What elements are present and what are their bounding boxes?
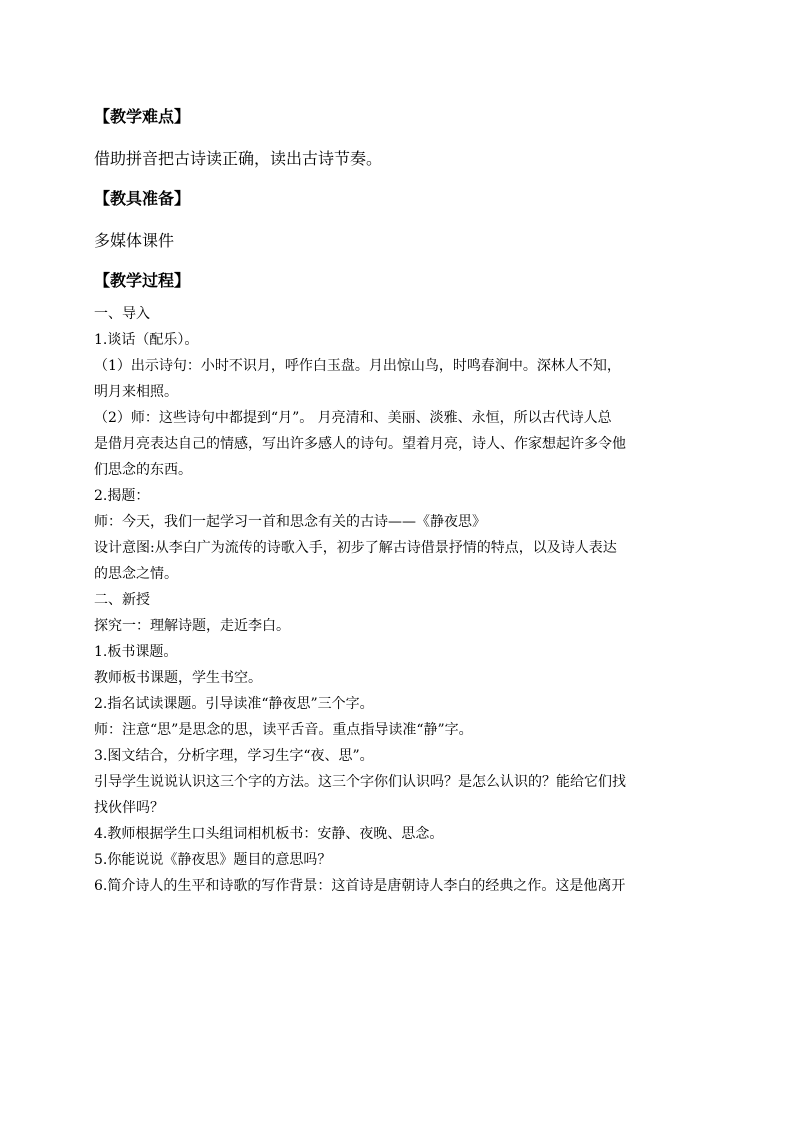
- tools-text: 多媒体课件: [94, 231, 175, 250]
- process-line: 引导学生说说认识这三个字的方法。这三个字你们认识吗？是怎么认识的？能给它们找: [94, 774, 626, 790]
- process-line: 找伙伴吗？: [94, 800, 164, 816]
- process-line: 师：今天，我们一起学习一首和思念有关的古诗——《静夜思》: [94, 514, 486, 530]
- process-line: 明月来相照。: [94, 384, 178, 400]
- process-line: 的思念之情。: [94, 566, 178, 582]
- process-line: （1）出示诗句：小时不识月，呼作白玉盘。月出惊山鸟，时鸣春涧中。深林人不知，: [94, 358, 621, 374]
- difficulty-text: 借助拼音把古诗读正确，读出古诗节奏。: [94, 149, 383, 168]
- process-line: 是借月亮表达自己的情感，写出许多感人的诗句。望着月亮，诗人、作家想起许多令他: [94, 436, 626, 452]
- process-line: 5.你能说说《静夜思》题目的意思吗？: [94, 852, 332, 868]
- process-line: 6.简介诗人的生平和诗歌的写作背景：这首诗是唐朝诗人李白的经典之作。这是他离开: [94, 878, 626, 894]
- process-line: 一、导入: [94, 306, 150, 322]
- process-line: 教师板书课题，学生书空。: [94, 670, 262, 686]
- process-line: 二、新授: [94, 592, 150, 608]
- process-line: 3.图文结合，分析字理，学习生字“夜、思”。: [94, 748, 374, 764]
- process-line: 设计意图:从李白广为流传的诗歌入手，初步了解古诗借景抒情的特点，以及诗人表达: [94, 540, 617, 556]
- process-line: 师：注意“思”是思念的思，读平舌音。重点指导读准“静”字。: [94, 722, 473, 738]
- lesson-plan-content: [94, 103, 706, 899]
- process-line: 2.指名试读课题。引导读准“静夜思”三个字。: [94, 696, 374, 712]
- process-line: 1.板书课题。: [94, 644, 178, 660]
- section-heading-process: 【教学过程】: [94, 271, 191, 290]
- process-line: 们思念的东西。: [94, 462, 192, 478]
- process-line: 2.揭题：: [94, 488, 150, 504]
- process-line: （2）师：这些诗句中都提到“月”。 月亮清和、美丽、淡雅、永恒，所以古代诗人总: [94, 410, 612, 426]
- process-line: 1.谈话（配乐）。: [94, 332, 199, 348]
- process-line: 探究一：理解诗题，走近李白。: [94, 618, 290, 634]
- section-heading-difficulty: 【教学难点】: [94, 107, 191, 126]
- section-heading-tools: 【教具准备】: [94, 189, 191, 208]
- process-line: 4.教师根据学生口头组词相机板书：安静、夜晚、思念。: [94, 826, 444, 842]
